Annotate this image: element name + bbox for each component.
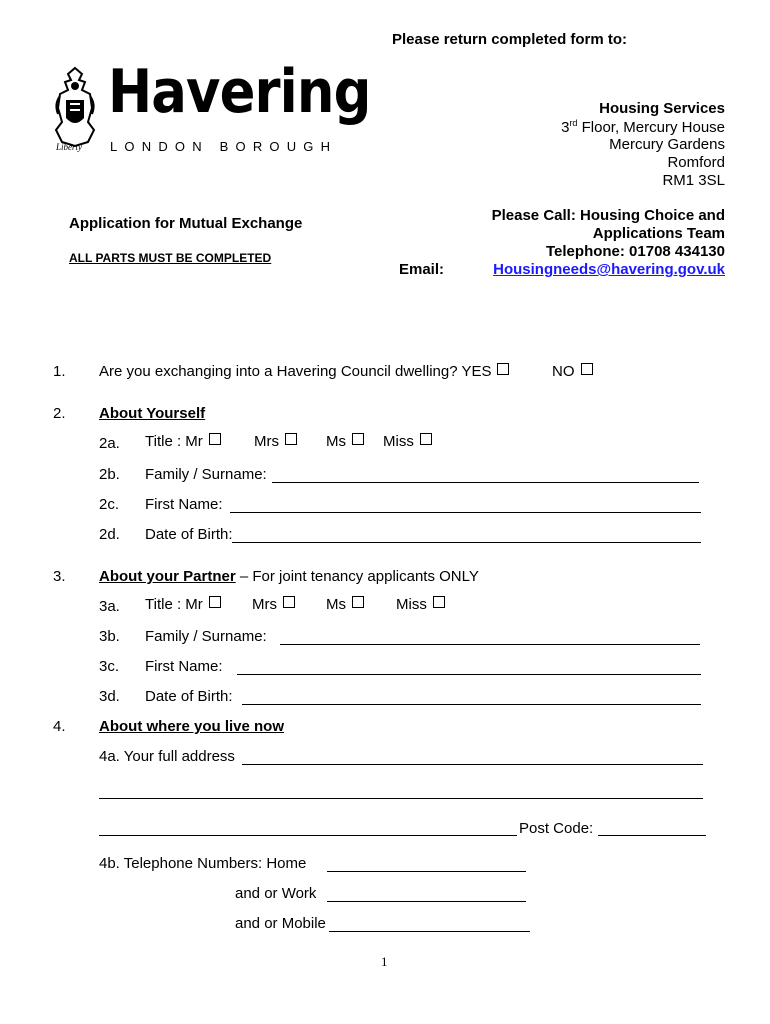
q3-miss-checkbox[interactable] bbox=[433, 596, 445, 608]
address-line3: Romford bbox=[667, 154, 725, 171]
q2c-label: First Name: bbox=[145, 496, 223, 513]
q3d-dob-field[interactable] bbox=[242, 704, 701, 705]
q3-heading-line: About your Partner – For joint tenancy applicants ONLY bbox=[99, 568, 479, 585]
q2b-label: Family / Surname: bbox=[145, 466, 267, 483]
q2-miss-checkbox[interactable] bbox=[420, 433, 432, 445]
contact-telephone: Telephone: 01708 434130 bbox=[546, 243, 725, 260]
address-name: Housing Services bbox=[599, 100, 725, 117]
q3a-title-miss: Miss bbox=[396, 596, 445, 613]
q3a-title-mrs: Mrs bbox=[252, 596, 295, 613]
address-line2: Mercury Gardens bbox=[609, 136, 725, 153]
form-note: ALL PARTS MUST BE COMPLETED bbox=[69, 251, 272, 265]
mobile-phone-field[interactable] bbox=[329, 931, 530, 932]
q3a-title-mr: Title : Mr bbox=[145, 596, 221, 613]
q2-heading: About Yourself bbox=[99, 405, 206, 422]
q3-ms-checkbox[interactable] bbox=[352, 596, 364, 608]
q1-no-option: NO bbox=[552, 363, 593, 380]
address-floor: 3rd Floor, Mercury House bbox=[561, 118, 725, 136]
q3-mrs-checkbox[interactable] bbox=[283, 596, 295, 608]
q2d-label: Date of Birth: bbox=[145, 526, 233, 543]
postcode-field[interactable] bbox=[598, 835, 706, 836]
page-number: 1 bbox=[381, 954, 388, 969]
q2a-title-mr: Title : Mr bbox=[145, 433, 221, 450]
q3a-title-ms: Ms bbox=[326, 596, 364, 613]
q3d-label: Date of Birth: bbox=[145, 688, 233, 705]
address-postcode: RM1 3SL bbox=[662, 172, 725, 189]
q3b-number: 3b. bbox=[99, 628, 120, 645]
q2-mrs-checkbox[interactable] bbox=[285, 433, 297, 445]
q2-ms-checkbox[interactable] bbox=[352, 433, 364, 445]
address-line2-field[interactable] bbox=[99, 798, 703, 799]
q1-no-checkbox[interactable] bbox=[581, 363, 593, 375]
q2a-number: 2a. bbox=[99, 435, 120, 452]
london-borough-text: LONDON BOROUGH bbox=[110, 139, 338, 154]
q2b-number: 2b. bbox=[99, 466, 120, 483]
q2a-title-ms: Ms bbox=[326, 433, 364, 450]
q1-number: 1. bbox=[53, 363, 66, 380]
q3c-label: First Name: bbox=[145, 658, 223, 675]
q3c-number: 3c. bbox=[99, 658, 120, 675]
havering-logo-text: Havering bbox=[108, 57, 371, 127]
q3a-number: 3a. bbox=[99, 598, 120, 615]
address-line1-field[interactable] bbox=[242, 764, 703, 765]
q3-heading: About your Partner bbox=[99, 568, 236, 585]
email-label: Email: bbox=[399, 261, 445, 278]
q2d-number: 2d. bbox=[99, 526, 120, 543]
q3b-label: Family / Surname: bbox=[145, 628, 267, 645]
work-phone-field[interactable] bbox=[327, 901, 526, 902]
q3c-firstname-field[interactable] bbox=[237, 674, 701, 675]
form-title: Application for Mutual Exchange bbox=[69, 215, 303, 232]
q2-number: 2. bbox=[53, 405, 66, 422]
q2c-number: 2c. bbox=[99, 496, 120, 513]
contact-call-line1: Please Call: Housing Choice and bbox=[491, 207, 725, 224]
work-phone-label: and or Work bbox=[235, 885, 317, 902]
q3-number: 3. bbox=[53, 568, 66, 585]
postcode-label: Post Code: bbox=[519, 820, 594, 837]
q1-question: Are you exchanging into a Havering Council dwelling? YES bbox=[99, 363, 509, 380]
crest-motto: Liberty bbox=[56, 142, 82, 152]
q2a-title-mrs: Mrs bbox=[254, 433, 297, 450]
q2b-surname-field[interactable] bbox=[272, 482, 699, 483]
q2c-firstname-field[interactable] bbox=[230, 512, 701, 513]
q4-number: 4. bbox=[53, 718, 66, 735]
q4b-label: 4b. Telephone Numbers: Home bbox=[99, 855, 307, 872]
address-line3-field[interactable] bbox=[99, 835, 517, 836]
contact-call-line2: Applications Team bbox=[592, 225, 725, 242]
q3-mr-checkbox[interactable] bbox=[209, 596, 221, 608]
q4a-label: 4a. Your full address bbox=[99, 748, 235, 765]
home-phone-field[interactable] bbox=[327, 871, 526, 872]
q4-heading: About where you live now bbox=[99, 718, 285, 735]
q1-yes-checkbox[interactable] bbox=[497, 363, 509, 375]
q2-mr-checkbox[interactable] bbox=[209, 433, 221, 445]
return-note: Please return completed form to: bbox=[392, 31, 628, 48]
q3d-number: 3d. bbox=[99, 688, 120, 705]
mobile-phone-label: and or Mobile bbox=[235, 915, 326, 932]
q2d-dob-field[interactable] bbox=[232, 542, 701, 543]
email-link[interactable]: Housingneeds@havering.gov.uk bbox=[493, 261, 725, 278]
q3b-surname-field[interactable] bbox=[280, 644, 700, 645]
q2a-title-miss: Miss bbox=[383, 433, 432, 450]
